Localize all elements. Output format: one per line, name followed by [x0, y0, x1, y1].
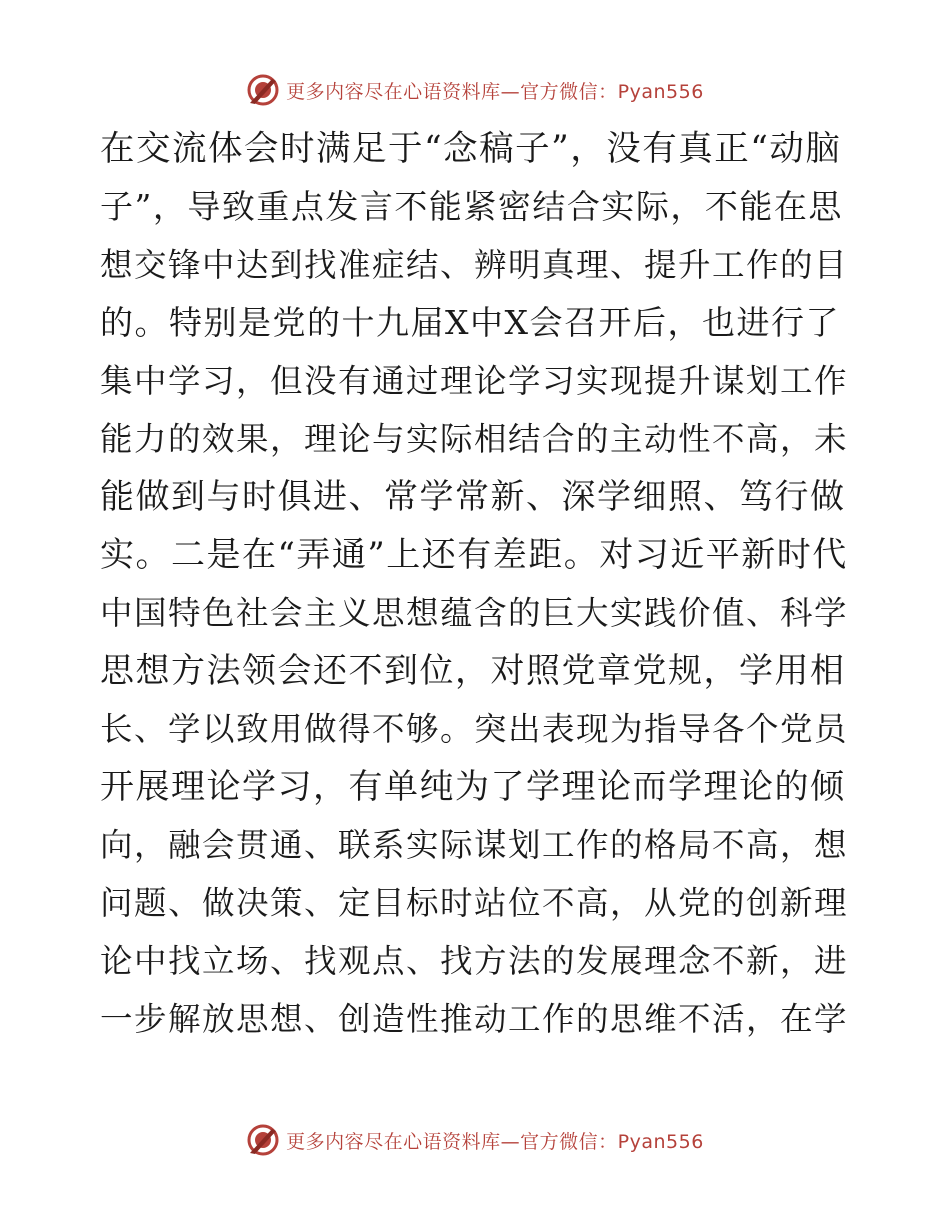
text-line: 论中找立场、找观点、找方法的发展理念不新，进 [100, 942, 849, 980]
text-line: 想交锋中达到找准症结、辨明真理、提升工作的目 [100, 246, 849, 284]
text-line: 能力的效果，理论与实际相结合的主动性不高，未 [100, 420, 849, 458]
footer-text: 更多内容尽在心语资料库—官方微信：Pyan556 [286, 1130, 704, 1153]
text-line: 实。二是在“弄通”上还有差距。对习近平新时代 [100, 535, 848, 575]
text-line: 的。特别是党的十九届X中X会召开后，也进行了 [100, 303, 840, 342]
text-line: 在交流体会时满足于“念稿子”，没有真正“动脑 [100, 129, 842, 169]
footer-banner [0, 1120, 950, 1160]
header-banner [0, 70, 950, 110]
text-line: 开展理论学习，有单纯为了学理论而学理论的倾 [100, 767, 846, 807]
quill-logo-icon [246, 1123, 280, 1157]
header-text: 更多内容尽在心语资料库—官方微信：Pyan556 [286, 80, 704, 103]
text-line: 能做到与时俱进、常学常新、深学细照、笃行做 [100, 477, 846, 517]
text-line: 向，融会贯通、联系实际谋划工作的格局不高，想 [100, 826, 849, 864]
text-line: 长、学以致用做得不够。突出表现为指导各个党员 [100, 710, 849, 748]
text-line: 问题、做决策、定目标时站位不高，从党的创新理 [100, 884, 849, 922]
text-line: 思想方法领会还不到位，对照党章党规，学用相 [100, 651, 846, 691]
text-line: 中国特色社会主义思想蕴含的巨大实践价值、科学 [100, 594, 849, 632]
text-line: 子”，导致重点发言不能紧密结合实际，不能在思 [100, 187, 843, 226]
document-body [100, 120, 850, 1048]
quill-logo-icon [246, 73, 280, 107]
text-line: 集中学习，但没有通过理论学习实现提升谋划工作 [100, 362, 849, 400]
text-line: 一步解放思想、创造性推动工作的思维不活，在学 [100, 1000, 849, 1038]
